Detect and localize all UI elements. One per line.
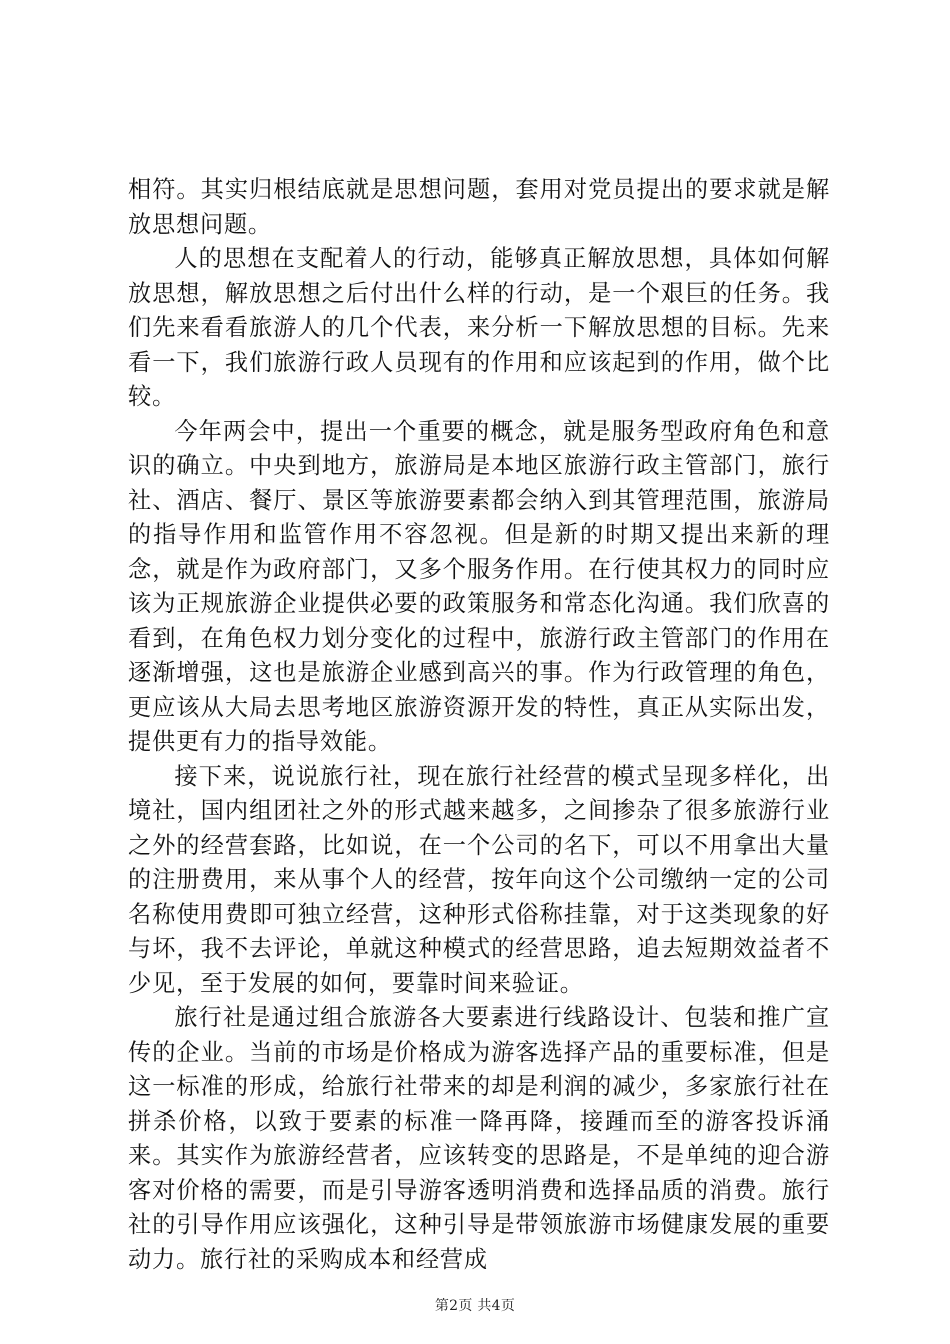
document-body — [128, 173, 830, 1277]
paragraph-continued: 相符。其实归根结底就是思想问题，套用对党员提出的要求就是解放思想问题。 — [128, 176, 830, 238]
paragraph: 接下来，说说旅行社，现在旅行社经营的模式呈现多样化，出境社，国内组团社之外的形式越来越多，之间掺杂了很多旅游行业之外的经营套路，比如说，在一个公司的名下，可以不用拿出大量的注册费用，来从事个人的经营，按年向这个公司缴纳一定的公司名称使用费即可独立经营，这种形式俗称挂靠，对于这类现象的好与坏，我不去评论，单就这种模式的经营思路，追去短期效益者不少见，至于发展的如何，要靠时间来验证。 — [128, 762, 830, 997]
page-footer — [0, 1297, 950, 1315]
paragraph: 旅行社是通过组合旅游各大要素进行线路设计、包装和推广宣传的企业。当前的市场是价格成为游客选择产品的重要标准，但是这一标准的形成，给旅行社带来的却是利润的减少，多家旅行社在拼杀价格，以致于要素的标准一降再降，接踵而至的游客投诉涌来。其实作为旅游经营者，应该转变的思路是，不是单纯的迎合游客对价格的需要，而是引导游客透明消费和选择品质的消费。旅行社的引导作用应该强化，这种引导是带领旅游市场健康发展的重要动力。旅行社的采购成本和经营成 — [128, 1004, 830, 1273]
paragraph: 今年两会中，提出一个重要的概念，就是服务型政府角色和意识的确立。中央到地方，旅游局是本地区旅游行政主管部门，旅行社、酒店、餐厅、景区等旅游要素都会纳入到其管理范围，旅游局的指导作用和监管作用不容忽视。但是新的时期又提出来新的理念，就是作为政府部门，又多个服务作用。在行使其权力的同时应该为正规旅游企业提供必要的政策服务和常态化沟通。我们欣喜的看到，在角色权力划分变化的过程中，旅游行政主管部门的作用在逐渐增强，这也是旅游企业感到高兴的事。作为行政管理的角色，更应该从大局去思考地区旅游资源开发的特性，真正从实际出发，提供更有力的指导效能。 — [128, 417, 830, 755]
page-number-indicator: 第2页 共4页 — [434, 1298, 516, 1314]
paragraph: 人的思想在支配着人的行动，能够真正解放思想，具体如何解放思想，解放思想之后付出什么样的行动，是一个艰巨的任务。我们先来看看旅游人的几个代表，来分析一下解放思想的目标。先来看一下，我们旅游行政人员现有的作用和应该起到的作用，做个比较。 — [128, 245, 830, 410]
